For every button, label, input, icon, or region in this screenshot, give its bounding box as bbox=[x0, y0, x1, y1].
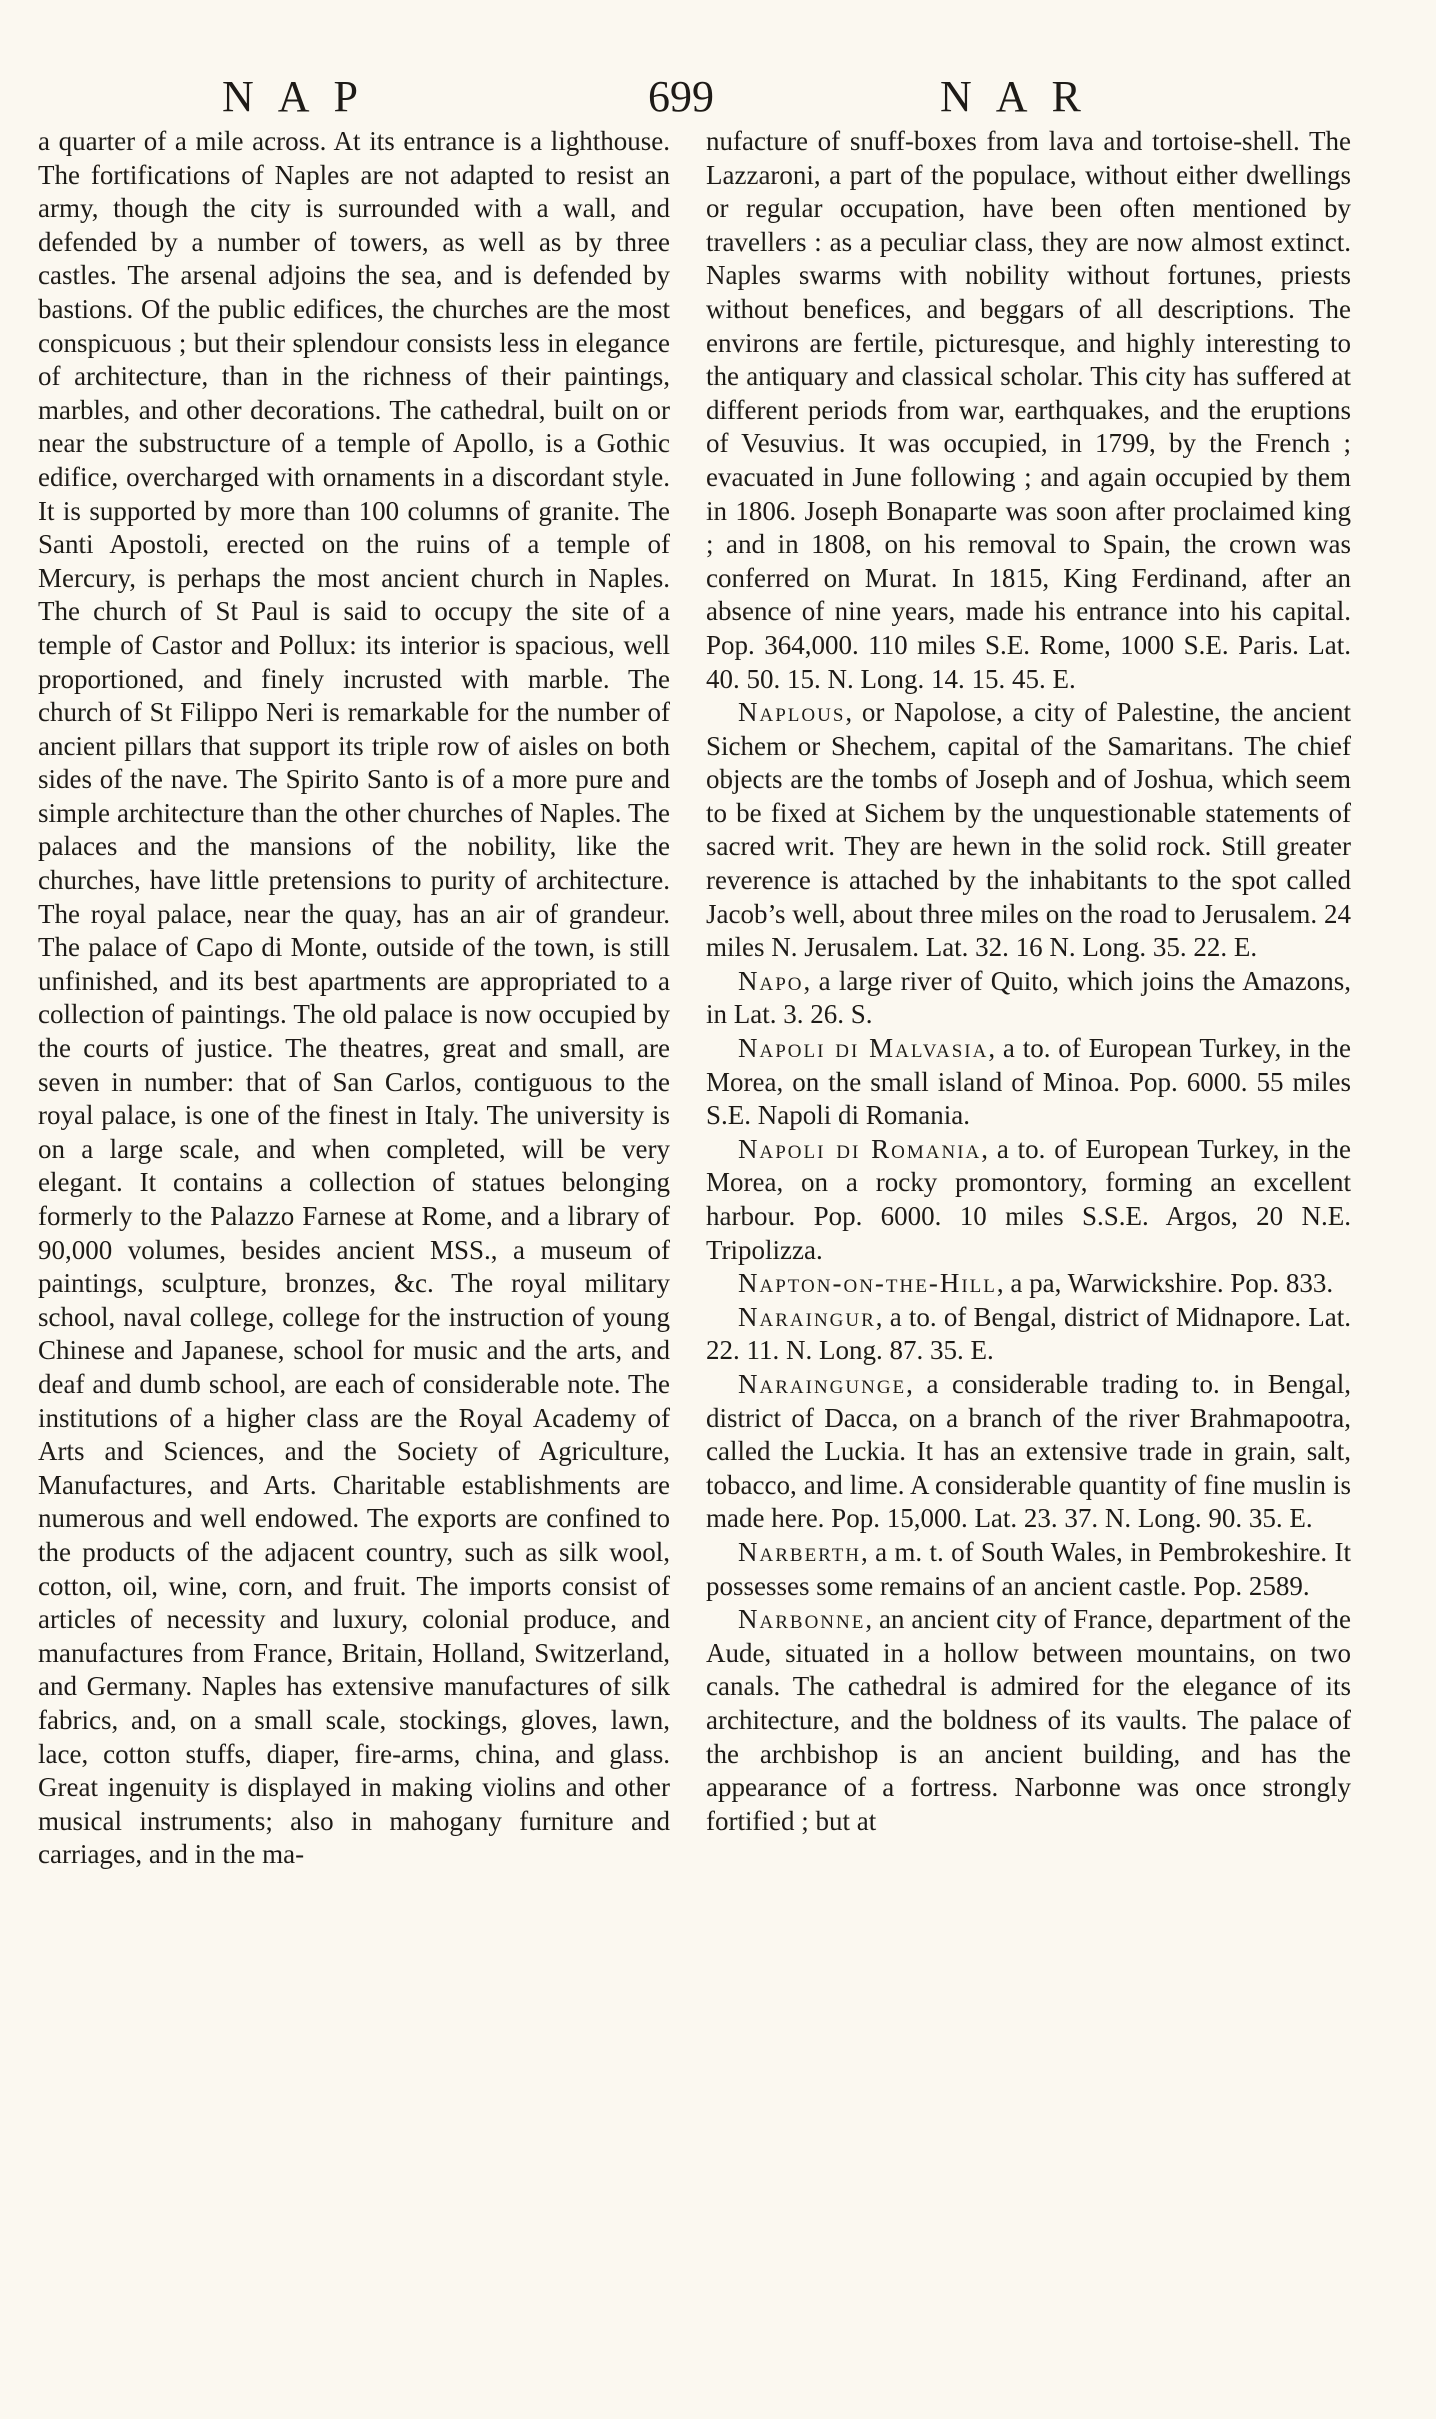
entry-headword: Naraingunge bbox=[738, 1368, 907, 1399]
entry-text: , a to. of European Turkey, in the Morea, on a rocky promontory, forming an excellent harbour. Pop. 6000. 10 miles S.S.E. Argos, 20 N.E. Tripolizza. bbox=[706, 1133, 1351, 1265]
running-head-left: NAP bbox=[222, 72, 383, 121]
entry-text: , a to. of European Turkey, in the Morea, on the small island of Minoa. Pop. 6000. 55 miles S.E. Napoli di Romania. bbox=[706, 1033, 1351, 1131]
continuation-paragraph: nufacture of snuff-boxes from lava and tortoise-shell. The Lazzaroni, a part of the populace, without either dwellings or regular occupation, have been often mentioned by travellers : as a peculiar class, they are now almost extinct. Naples swarms with nobility without fortunes, priests without benefices, and beggars of all descriptions. The environs are fertile, picturesque, and highly interesting to the antiquary and classical scholar. This city has suffered at different periods from war, earthquakes, and the eruptions of Vesuvius. It was occupied, in 1799, by the French ; evacuated in June following ; and again occupied by them in 1806. Joseph Bonaparte was soon after proclaimed king ; and in 1808, on his removal to Spain, the crown was conferred on Murat. In 1815, King Ferdinand, after an absence of nine years, made his entrance into his capital. Pop. 364,000. 110 miles S.E. Rome, 1000 S.E. Paris. Lat. 40. 50. 15. N. Long. 14. 15. 45. E. bbox=[706, 126, 1351, 694]
right-column bbox=[706, 125, 1351, 1838]
gazetteer-entry-narbonne bbox=[706, 1603, 1351, 1838]
entry-headword: Napoli di Romania bbox=[738, 1133, 982, 1164]
entry-text: , a considerable trading to. in Bengal, district of Dacca, on a branch of the river Brahmapootra, called the Luckia. It has an extensive trade in grain, salt, tobacco, and lime. A considerable quantity of fine muslin is made here. Pop. 15,000. Lat. 23. 37. N. Long. 90. 35. E. bbox=[706, 1368, 1351, 1534]
entry-text: , a to. of Bengal, district of Midnapore. Lat. 22. 11. N. Long. 87. 35. E. bbox=[706, 1301, 1351, 1366]
entry-text: , a m. t. of South Wales, in Pembrokeshire. It possesses some remains of an ancient castle. Pop. 2589. bbox=[706, 1536, 1351, 1601]
gazetteer-entry-napton-on-the-hill bbox=[706, 1267, 1351, 1301]
running-head-right: NAR bbox=[940, 72, 1105, 121]
entry-headword: Napo bbox=[738, 965, 804, 996]
gazetteer-entry-narberth bbox=[706, 1536, 1351, 1603]
entry-headword: Napton-on-the-Hill bbox=[738, 1268, 997, 1299]
gazetteer-entry-napo bbox=[706, 965, 1351, 1032]
entry-headword: Narbonne bbox=[738, 1604, 866, 1635]
entry-text: , an ancient city of France, department of the Aude, situated in a hollow between mountains, on two canals. The cathedral is admired for the elegance of its architecture, and the boldness of its vaults. The palace of the archbishop is an ancient building, and has the appearance of a fortress. Narbonne was once strongly fortified ; but at bbox=[706, 1604, 1351, 1836]
entry-headword: Naplous bbox=[738, 697, 846, 728]
gazetteer-entry-napoli-di-malvasia bbox=[706, 1032, 1351, 1133]
entry-headword: Narberth bbox=[738, 1536, 862, 1567]
continuation-paragraph: a quarter of a mile across. At its entrance is a lighthouse. The fortifications of Naples are not adapted to resist an army, though the city is surrounded with a wall, and defended by a number of towers, as well as by three castles. The arsenal adjoins the sea, and is defended by bastions. Of the public edifices, the churches are the most conspicuous ; but their splendour consists less in elegance of architecture, than in the richness of their paintings, marbles, and other decorations. The cathedral, built on or near the substructure of a temple of Apollo, is a Gothic edifice, overcharged with ornaments in a discordant style. It is supported by more than 100 columns of granite. The Santi Apostoli, erected on the ruins of a temple of Mercury, is perhaps the most ancient church in Naples. The church of St Paul is said to occupy the site of a temple of Castor and Pollux: its interior is spacious, well proportioned, and finely incrusted with marble. The church of St Filippo Neri is remarkable for the number of ancient pillars that support its triple row of aisles on both sides of the nave. The Spirito Santo is of a more pure and simple architecture than the other churches of Naples. The palaces and the mansions of the nobility, like the churches, have little pretensions to purity of architecture. The royal palace, near the quay, has an air of grandeur. The palace of Capo di Monte, outside of the town, is still unfinished, and its best apartments are appropriated to a collection of paintings. The old palace is now occupied by the courts of justice. The theatres, great and small, are seven in number: that of San Carlos, contiguous to the royal palace, is one of the finest in Italy. The university is on a large scale, and when completed, will be very elegant. It contains a collection of statues belonging formerly to the Palazzo Farnese at Rome, and a library of 90,000 volumes, besides ancient MSS., a museum of paintings, sculpture, bronzes, &c. The royal military school, naval college, college for the instruction of young Chinese and Japanese, school for music and the arts, and deaf and dumb school, are each of considerable note. The institutions of a higher class are the Royal Academy of Arts and Sciences, and the Society of Agriculture, Manufactures, and Arts. Charitable establishments are numerous and well endowed. The exports are confined to the products of the adjacent country, such as silk wool, cotton, oil, wine, corn, and fruit. The imports consist of articles of necessity and luxury, colonial produce, and manufactures from France, Britain, Holland, Switzerland, and Germany. Naples has extensive manufactures of silk fabrics, and, on a small scale, stockings, gloves, lawn, lace, cotton stuffs, diaper, fire-arms, china, and glass. Great ingenuity is displayed in making violins and other musical instruments; also in mahogany furniture and carriages, and in the ma- bbox=[38, 126, 670, 1870]
page-number: 699 bbox=[648, 72, 714, 121]
entry-text: , or Napolose, a city of Palestine, the ancient Sichem or Shechem, capital of the Samaritans. The chief objects are the tombs of Joseph and of Joshua, which seem to be fixed at Sichem by the unquestionable statements of sacred writ. They are hewn in the solid rock. Still greater reverence is attached by the inhabitants to the spot called Jacob’s well, about three miles on the road to Jerusalem. 24 miles N. Jerusalem. Lat. 32. 16 N. Long. 35. 22. E. bbox=[706, 697, 1351, 963]
left-column bbox=[38, 125, 670, 1872]
gazetteer-entry-napoli-di-romania bbox=[706, 1133, 1351, 1267]
page-header bbox=[0, 62, 1436, 132]
entry-headword: Naraingur bbox=[738, 1301, 876, 1332]
entry-text: , a pa, Warwickshire. Pop. 833. bbox=[996, 1268, 1334, 1299]
entry-text: , a large river of Quito, which joins the Amazons, in Lat. 3. 26. S. bbox=[706, 965, 1351, 1030]
entry-headword: Napoli di Malvasia bbox=[738, 1033, 989, 1064]
gazetteer-entry-naraingunge bbox=[706, 1368, 1351, 1536]
gazetteer-entry-naplous bbox=[706, 696, 1351, 965]
gazetteer-entry-naraingur bbox=[706, 1301, 1351, 1368]
